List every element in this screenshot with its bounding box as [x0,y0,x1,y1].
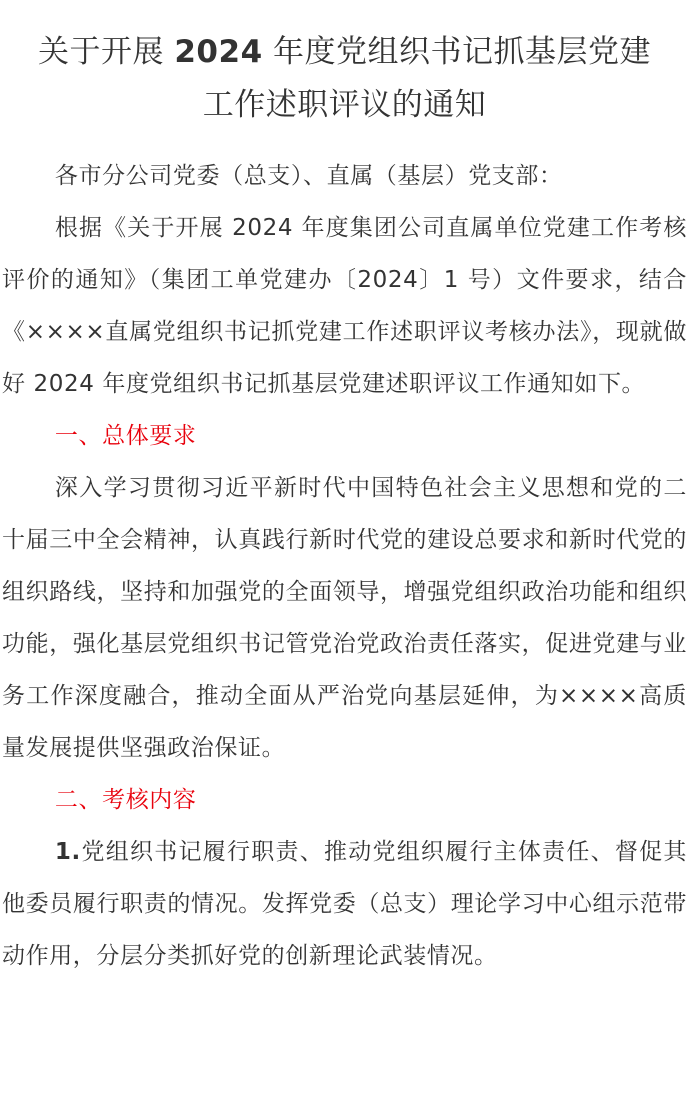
document-body [2,150,687,982]
item-number: 1. [54,839,81,865]
title-line-2: 工作述职评议的通知 [202,87,487,123]
title-suffix: 年度党组织书记抓基层党建 [273,34,651,70]
title-prefix: 关于开展 [38,34,164,70]
item-text: 党组织书记履行职责、推动党组织履行主体责任、督促其他委员履行职责的情况。发挥党委（总支）理论学习中心组示范带动作用，分层分类抓好党的创新理论武装情况。 [2,839,687,969]
intro-paragraph: 根据《关于开展 2024 年度集团公司直属单位党建工作考核评价的通知》（集团工单党建办〔2024〕1 号）文件要求，结合《××××直属党组织书记抓党建工作述职评议考核办法》，现就做好 2024 年度党组织书记抓基层党建述职评议工作通知如下。 [2,215,687,397]
title-year: 2024 [174,34,263,70]
salutation: 各市分公司党委（总支）、直属（基层）党支部： [54,163,563,189]
section-heading-general-requirements: 一、总体要求 [54,423,197,449]
assessment-item-1 [2,826,687,982]
section-heading-assessment-content: 二、考核内容 [54,787,197,813]
document-title [2,26,687,132]
section-paragraph-general-requirements: 深入学习贯彻习近平新时代中国特色社会主义思想和党的二十届三中全会精神，认真践行新时代党的建设总要求和新时代党的组织路线，坚持和加强党的全面领导，增强党组织政治功能和组织功能，强化基层党组织书记管党治党政治责任落实，促进党建与业务工作深度融合，推动全面从严治党向基层延伸，为××××高质量发展提供坚强政治保证。 [2,475,687,761]
